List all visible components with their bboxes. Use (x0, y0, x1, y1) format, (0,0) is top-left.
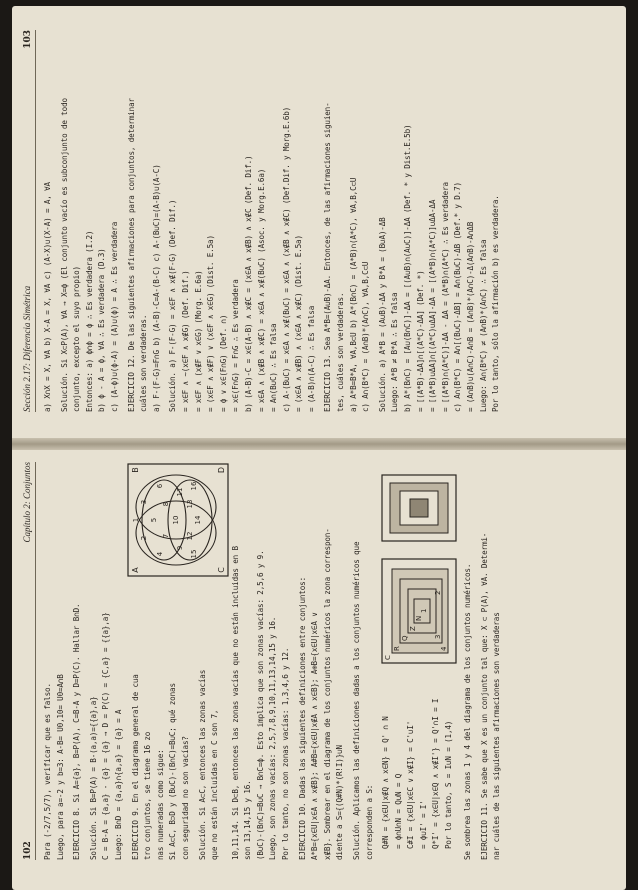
zone-number: 4 (440, 646, 449, 651)
venn-set-outline (136, 501, 216, 565)
text-line: EJERCICIO 13. Sea A*B=(A∪B)-ΔA. Entonces, de las afirmaciones siguien- (323, 102, 333, 412)
text-line: con seguridad no son vacías? (180, 736, 190, 860)
text-line: Solución. Si X⊂P(A), ∀A → X=ϕ (El conjunto vacío es subconjunto de todo (59, 98, 69, 412)
text-line: c) (A-ϕ)∪(ϕ-A) = (A)∪(ϕ) = A ∴ Es verdadera (109, 221, 119, 412)
venn-zone-number: 12 (185, 531, 194, 541)
venn-zone-number: 14 (193, 515, 202, 525)
venn-zone-number: 4 (155, 551, 164, 557)
set-label: C (384, 655, 393, 660)
text-line: cuáles son verdaderas. (139, 314, 149, 412)
text-line: Solución. Aplicamos las definiciones dadas a los conjuntos numéricos que (351, 541, 361, 860)
number-sets-section (380, 462, 458, 860)
venn-zone-number: 1 (131, 517, 140, 523)
text-line: nas numeradas como sigue: (155, 749, 165, 860)
page-102 (14, 442, 624, 882)
text-line: b) (A-B)-C = x∈(A-B) ∧ x∉C = (x∈A ∧ x∉B) ∧ x∉C (Def. Dif.) (243, 155, 253, 412)
text-line: = [(A*B)∪ΔA]∩[(A*C)∪ΔA]-ΔA = [(A*B)∩(A*C)]∪ΔA-ΔA (428, 199, 438, 412)
venn-zone-number: 8 (161, 501, 170, 507)
text-line: a) A*B=B*A, ∀A,B⊂U b) A*(B∩C) = (A*B)∩(A*C), ∀A,B,C⊂U (348, 177, 358, 412)
venn-set-label: C (216, 567, 226, 573)
text-line: EJERCICIO 9. En el diagrama general de cua (130, 674, 140, 860)
text-line: x∉B}. Sombrear en el diagrama de los conjuntos numéricos la zona correspon- (322, 528, 332, 860)
text-line: a) F-(F-G)=F∩G b) (A-B)-C=A-(B-C) c) A-(B∪C)=(A-B)∪(A-C) (151, 164, 161, 412)
text-line: EJERCICIO 8. Si A={a}, B=P(A), C=B-A y D=P(C). Hallar B∩D. (72, 603, 82, 860)
page-header (22, 30, 36, 412)
page-body-bottom (462, 462, 504, 860)
zone-number: 1 (420, 608, 429, 613)
venn-zone-number: 16 (189, 481, 198, 491)
text-line: = (A-B)∩(A-C) ∴ Es falsa (306, 305, 316, 412)
text-line: Luego, para a=-2 y b=3: A-B= U0,10= U0=A∩B (55, 674, 65, 860)
text-line: Luego: A*B ≠ B*A ∴ Es falsa (390, 292, 400, 412)
zone-number: 2 (434, 590, 443, 595)
text-line: c) A∩(B*C) = A∩[(B∪C)-ΔB] = A∩(B∪C)-ΔB (Def.* y D.7) (453, 182, 463, 412)
set-label: Z (409, 626, 418, 631)
venn-zone-number: 5 (149, 517, 158, 523)
venn-set-label: D (216, 466, 226, 474)
zone-core-box (410, 499, 428, 517)
text-line: diente a S={(Q#N)*(R!I)}∪N (335, 745, 345, 860)
text-line: Por lo tanto, S = I∪N = (1,4) (444, 720, 454, 849)
venn-zone-number: 2 (139, 535, 148, 541)
text-line: = x∈A ∧ (x∉B ∧ x∉C) = x∈A ∧ x∉(B∪C) (Asoc. y Morg.E.6a) (256, 168, 266, 412)
text-line: son 13,14,15 y 16. (243, 780, 253, 860)
scanned-book-spread (12, 6, 626, 890)
text-line: conjunto, excepto el suyo propio) (72, 266, 82, 412)
text-line: Entonces: a) ϕ∩ϕ = ϕ ∴ Es verdadera (I.2) (84, 230, 94, 412)
text-line: C = B-A = {a,a} - {a} = {a} → D = P(C) = {C,a} = {{a},a} (101, 612, 111, 860)
text-line: C#I = {x∈U|x∈C ∨ x∉I} = C'∪I' (406, 720, 416, 849)
set-label: Q (401, 635, 410, 641)
four-set-venn-diagram (126, 462, 230, 578)
venn-zone-number: 9 (175, 545, 184, 551)
text-line: EJERCICIO 11. Se sabe que X es un conjunto tal que: X ⊂ P(A), ∀A. Determi- (479, 532, 489, 860)
text-line: A*B={x∈U|x∈A ∧ x∉B}; A#B={x∈U|x∉A ∧ x∈B}; A⊕B={x∈U|x∈A ∨ (310, 612, 320, 860)
text-line: EJERCICIO 10. Dadas las siguientes definiciones entre conjuntos: (297, 577, 307, 860)
text-line: 10,11,14. Si D⊂B, entonces las zonas vacías que no están incluidas en B (230, 546, 240, 860)
text-line: Se sombrea las zonas 1 y 4 del diagrama de los conjuntos numéricos. (463, 563, 473, 860)
text-line: = (A∩B)∪(A∩C)-A∩B = (A∩B)*(A∩C)-Δ(A∩B)-A∩ΔB (466, 221, 475, 412)
text-line: Q*I' = {x∈U|x∈Q ∧ x∉I'} = Q'∩I = I (431, 698, 441, 849)
page-103 (14, 10, 624, 434)
text-line: Luego: B∩D = {a,a}∩{a,a} = {a} = A (113, 709, 123, 860)
page-body-venn-text (126, 584, 230, 860)
text-line: Solución. a) A*B = (A∪B)-ΔA y B*A = (B∪A)-ΔB (377, 217, 387, 412)
text-line: = (x∈F ∧ x∉F) ∨ (x∈F ∧ x∈G) (Dist. E.5a) (206, 235, 216, 412)
text-line: = x∈F ∧ ~(x∈F ∧ x∉G) (Def. Dif.) (180, 270, 190, 412)
text-line: Luego, son zonas vacías: 2,5,7,8,9,10,11,13,14,15 y 16. (268, 616, 278, 860)
text-line: = x∈(F∩G) = F∩G ∴ Es verdadera (231, 279, 241, 412)
venn-zone-number: 11 (175, 487, 184, 497)
text-line: Solución. Si B=P(A) = B-(a,a)={{a},a} (88, 696, 98, 860)
text-line: Por lo tanto, no son zonas vacías: 1,3,4,6 y 12. (280, 647, 290, 860)
text-line: Para (-2/7,5/7), verificar que es falso. (43, 683, 52, 860)
venn-set-outline (136, 475, 216, 539)
text-line: = [(A*B)∩(A*C)]-ΔA - ΔA = (A*B)∩(A*C) ∴ Es verdadera (440, 182, 450, 412)
text-line: = ϕ∩U∩N = Q∪N = Q (393, 773, 403, 849)
page-number: 102 (23, 841, 33, 860)
text-line: = ϕ∪I' = I' (418, 800, 428, 849)
text-line: corresponden a S: (364, 784, 374, 860)
zone-number: 3 (434, 634, 443, 639)
text-line: c) A-(B∪C) = x∈A ∧ x∉(B∪C) = x∈A ∧ (x∉B ∧ x∉C) (Def.Dif. y Morg.E.6b) (281, 106, 291, 412)
text-line: = ϕ ∨ x∈(F∩G) (Def. ∩) (218, 314, 228, 412)
venn-zone-number: 7 (161, 533, 170, 539)
page-body-middle (230, 462, 377, 860)
text-line: = A∩(B∪C) ∴ Es falsa (269, 323, 279, 412)
page-body-solution (380, 679, 458, 849)
text-line: = x∈F ∧ (x∉F ∨ x∈G) (Morg. E.6a) (193, 270, 203, 412)
text-line: que no están incluidas en C son 7, (210, 709, 220, 860)
text-line: c) A∩(B*C) = (A∩B)*(A∩C), ∀A,B,C⊂U (361, 261, 371, 412)
text-line: nar cuáles de las siguientes afirmaciones son verdaderas (492, 612, 502, 860)
page-header (22, 462, 36, 860)
running-title: Sección 2.17: Diferencia Simétrica (22, 285, 32, 412)
venn-zone-number: 10 (171, 515, 180, 525)
number-sets-diagram (380, 557, 458, 665)
running-title: Capítulo 2: Conjuntos (22, 462, 32, 543)
text-line: Luego: A∩(B*C) ≠ (A∩B)*(A∩C) ∴ Es falsa (478, 239, 488, 412)
venn-zone-number: 6 (155, 483, 164, 489)
venn-zone-number: 15 (189, 549, 198, 559)
text-line: = [(A*B)-ΔA]∩[(A*C)-ΔA] (Def. *) (415, 270, 425, 412)
text-line: Solución. a) F-(F-G) = x∈F ∧ x∉(F-G) (Def. Dif.) (168, 199, 178, 412)
page-body (42, 30, 503, 412)
set-label: R (393, 646, 402, 651)
page-body-top (42, 462, 126, 860)
text-line: b) A*(B∩C) = [A∪(B∩C)]-ΔA = [(A∪B)∩(A∪C)]-ΔA (Def. * y Dist.E.5b) (403, 124, 413, 412)
venn-zone-number: 13 (185, 499, 194, 509)
text-line: Solución. Si A⊂C, entonces las zonas vacías (197, 669, 207, 860)
venn-set-label: A (130, 567, 140, 573)
text-line: tes, cuáles son verdaderas. (336, 292, 346, 412)
set-label: N (415, 615, 424, 621)
text-line: Si A⊂C, B⊃D y (B∪C)-(B∩C)=B∪C; qué zonas (168, 683, 178, 860)
text-line: a) X∩X = X, ∀A b) X-A = X, ∀A c) (A-X)∪(X-A) = A, ∀A (43, 182, 52, 412)
venn-set-label: B (130, 467, 140, 473)
venn-section (126, 462, 230, 860)
venn-zone-number: 3 (139, 499, 148, 505)
text-line: = (x∈A ∧ x∉B) ∧ (x∈A ∧ x∉C) (Dist. E.5a) (294, 235, 304, 412)
text-line: Q#N = {x∈U|x∉Q ∧ x∈N} = Q' ∩ N (381, 716, 391, 849)
text-line: b) ϕ - A = ϕ, ∀A ∴ Es verdadera (D.3) (97, 248, 107, 412)
text-line: Por lo tanto, sólo la afirmación b) es verdadera. (491, 195, 501, 412)
text-line: EJERCICIO 12. De las siguientes afirmaciones para conjuntos, determinar (126, 98, 136, 412)
text-line: (B∪C)-(B∩C)=B∪C → B∩C=ϕ. Esto implica que son zonas vacías: 2,5,6 y 9. (255, 550, 265, 860)
shaded-zones-diagram (380, 473, 458, 543)
page-number: 103 (23, 30, 33, 49)
text-line: tro conjuntos, se tiene 16 zo (143, 731, 153, 860)
